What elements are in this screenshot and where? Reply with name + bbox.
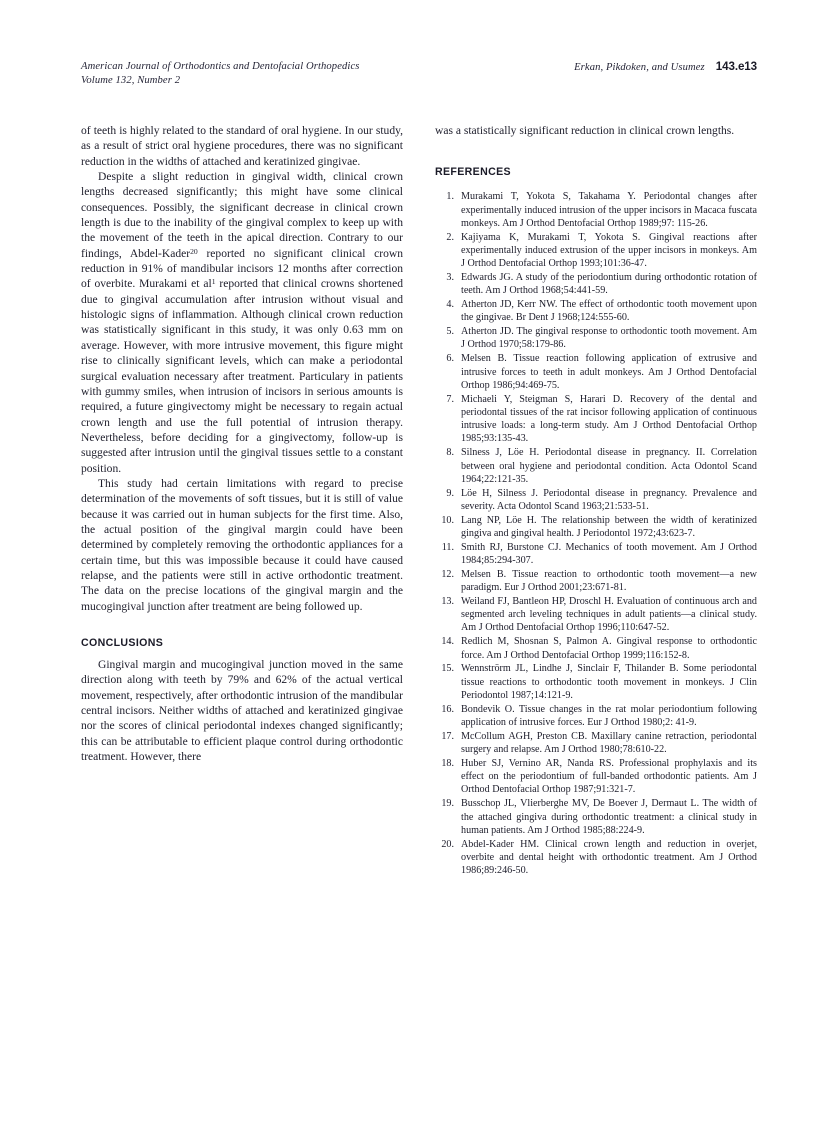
paragraph: This study had certain limitations with regard to precise determination of the movements of soft tissues, but it is still of value because it was carried out in human subjects for the first time. Also, the actual position of the gingival margin could have been determined by completely removing the orthodontic appliances for a certain time, but this was impossible because it could have caused relapse, and the patients were still in active orthodontic treatment. The data on the precise locations of the gingival margin and the mucogingival junction after treatment are being followed up. [81,477,403,613]
body-columns [81,124,757,1024]
reference-item: Löe H, Silness J. Periodontal disease in pregnancy. Prevalence and severity. Acta Odontol Scand 1963;21:533-51. [461,487,757,512]
running-head-journal [81,60,359,88]
reference-item: Melsen B. Tissue reaction to orthodontic tooth movement—a new paradigm. Eur J Orthod 2001;23:671-81. [461,568,757,594]
running-head [81,60,757,88]
running-head-authors: Erkan, Pikdoken, and Usumez [574,62,705,73]
reference-item: Atherton JD, Kerr NW. The effect of orthodontic tooth movement upon the gingivae. Br Dent J 1968;124:555-60. [461,299,757,324]
paragraph-continuation: was a statistically significant reduction in clinical crown lengths. [435,125,735,137]
reference-item: Murakami T, Yokota S, Takahama Y. Periodontal changes after experimentally induced intrusion of the upper incisors in Macaca fuscata monkeys. Am J Orthod Dentofacial Orthop 1989;97: 115-26. [461,191,757,229]
volume-issue: Volume 132, Number 2 [81,75,181,87]
journal-name: American Journal of Orthodontics and Dentofacial Orthopedics [81,61,360,72]
right-column [435,124,757,1024]
conclusions-paragraph: Gingival margin and mucogingival junction moved in the same direction along with teeth by 79% and 62% of the actual vertical movement, respectively, after orthodontic intrusion of the mandibular central incisors. Neither widths of attached and keratinized gingivae nor the scores of clinical periodontal indexes changed significantly; this can be attributable to efficient plaque control during orthodontic treatment. However, there [81,659,403,764]
reference-item: Edwards JG. A study of the periodontium during orthodontic rotation of teeth. Am J Orthod 1968;54:441-59. [461,272,757,297]
reference-item: Lang NP, Löe H. The relationship between the width of keratinized gingiva and gingival health. J Periodontol 1972;43:623-7. [461,514,757,539]
reference-item: Redlich M, Shosnan S, Palmon A. Gingival response to orthodontic force. Am J Orthod Dentofacial Orthop 1999;116:152-8. [461,636,757,661]
reference-item: Wennströrm JL, Lindhe J, Sinclair F, Thilander B. Some periodontal tissue reactions to orthodontic tooth movement in monkeys. J Clin Periodontol 1987;14:121-9. [461,663,757,701]
reference-item: Atherton JD. The gingival response to orthodontic tooth movement. Am J Orthod 1970;58:179-86. [461,326,757,351]
reference-item: Smith RJ, Burstone CJ. Mechanics of tooth movement. Am J Orthod 1984;85:294-307. [461,541,757,567]
paragraph: Despite a slight reduction in gingival width, clinical crown lengths decreased significantly; this might have some clinical consequences. Possibly, the significant decrease in clinical crown length is due to the inability of the gingival complex to keep up with the movement of the teeth in the apical direction. Contrary to our findings, Abdel-Kader$^{20}$ reported no significant clinical crown reduction in 91% of mandibular incisors 12 months after correction of overbite. Murakami et $al^1$ reported that clinical crowns shortened due to gingival accumulation after intrusion without visual and histologic signs of inflammation. Although clinical crown reduction was statistically significant in this study, it was only 0.63 mm on average. However, with more intrusive movement, this figure might rise to clinically significant levels, which can make a periodontal surgical evaluation necessary after treatment. Particulary in patients with gummy smiles, when intrusion of incisors in serious amounts is required, a future gingivectomy might be necessary to regain actual crown length and use the full potential of intrusion therapy. Nevertheless, before deciding for a gingivectomy, follow-up is suggested after intrusion until the gingival tissues settle to a constant position. [81,171,403,475]
citation-superscript: 20 [190,246,198,256]
reference-item: Weiland FJ, Bantleon HP, Droschl H. Evaluation of continuous arch and segmented arch leveling techniques in adult patients—a clinical study. Am J Orthod Dentofacial Orthop 1996;110:647-52. [461,595,757,634]
reference-item: Melsen B. Tissue reaction following application of extrusive and intrusive forces to teeth in adult monkeys. Am J Orthod Dentofacial Orthop 1986;94:469-75. [461,353,757,391]
citation-superscript: 1 [211,277,216,287]
reference-item: Huber SJ, Vernino AR, Nanda RS. Professional prophylaxis and its effect on the periodontium of full-banded orthodontic patients. Am J Orthod Dentofacial Orthop 1987;91:321-7. [461,757,757,796]
reference-item: McCollum AGH, Preston CB. Maxillary canine retraction, periodontal surgery and relapse. Am J Orthod 1980;78:610-22. [461,730,757,756]
reference-item: Abdel-Kader HM. Clinical crown length and reduction in overjet, overbite and dental height with orthodontic treatment. Am J Orthod 1986;89:246-50. [461,838,757,877]
page-number: 143.e13 [715,60,757,73]
reference-item: Silness J, Löe H. Periodontal disease in pregnancy. II. Correlation between oral hygiene and periodontal condition. Acta Odontol Scand 1964;22:121-35. [461,447,757,485]
running-head-right [574,60,757,73]
reference-item: Michaeli Y, Steigman S, Harari D. Recovery of the dental and periodontal tissues of the rat incisor following application of continuous intrusive loads: a long-term study. Am J Orthod Dentofacial Orthop 1985;93:135-43. [461,393,757,445]
paragraph: of teeth is highly related to the standard of oral hygiene. In our study, as a result of strict oral hygiene procedures, there was no significant reduction in the widths of attached and keratinized gingivae. [81,125,403,168]
conclusions-heading: CONCLUSIONS [81,637,164,649]
left-column [81,124,403,1024]
reference-item: Kajiyama K, Murakami T, Yokota S. Gingival reactions after experimentally induced extrusion of the upper incisors in monkeys. Am J Orthod Dentofacial Orthop 1993;101:36-47. [461,231,757,270]
reference-item: Busschop JL, Vlierberghe MV, De Boever J, Dermaut L. The width of the attached gingiva during orthodontic treatment: a clinical study in human patients. Am J Orthod 1985;88:224-9. [461,798,757,836]
reference-item: Bondevik O. Tissue changes in the rat molar periodontium following application of intrusive forces. Eur J Orthod 1980;2: 41-9. [461,703,757,728]
references-heading: REFERENCES [435,166,511,179]
reference-list [435,190,757,877]
